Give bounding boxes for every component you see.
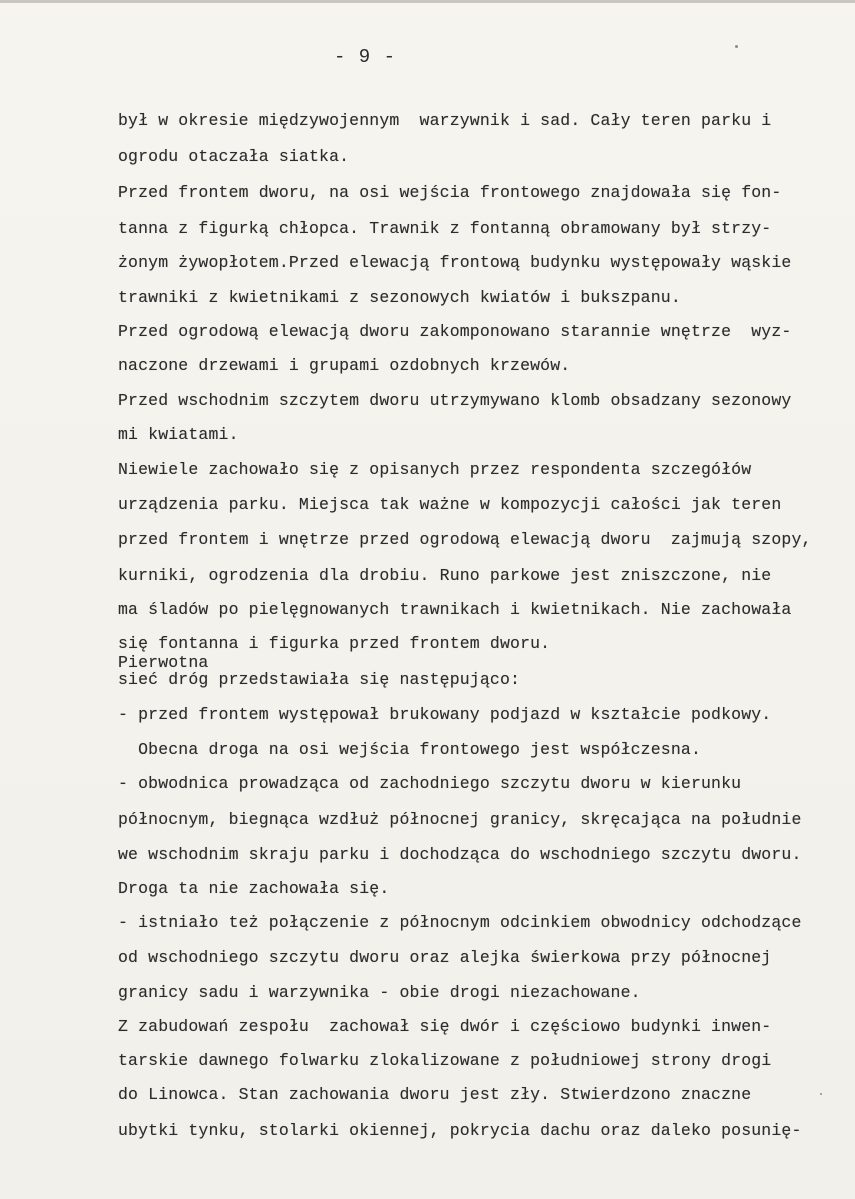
page-top-edge: [0, 0, 855, 3]
text-line: Przed wschodnim szczytem dworu utrzymywano klomb obsadzany sezonowy: [118, 391, 792, 410]
page-number: - 9 -: [333, 46, 396, 68]
text-line: się fontanna i figurka przed frontem dworu.: [118, 634, 551, 653]
text-line: ma śladów po pielęgnowanych trawnikach i kwietnikach. Nie zachowała: [118, 600, 792, 619]
text-line: granicy sadu i warzywnika - obie drogi niezachowane.: [118, 983, 641, 1002]
text-line: Droga ta nie zachowała się.: [118, 879, 390, 898]
list-item: - istniało też połączenie z północnym odcinkiem obwodnicy odchodzące: [118, 913, 802, 932]
list-item: - przed frontem występował brukowany podjazd w kształcie podkowy.: [118, 705, 772, 724]
ink-speck: [820, 1093, 822, 1095]
text-line: przed frontem i wnętrze przed ogrodową elewacją dworu zajmują szopy,: [118, 530, 812, 549]
text-line: tanna z figurką chłopca. Trawnik z fontanną obramowany był strzy-: [118, 219, 772, 238]
ink-speck: [735, 45, 738, 48]
text-line: był w okresie międzywojennym warzywnik i sad. Cały teren parku i: [118, 111, 772, 130]
text-line: sieć dróg przedstawiała się następująco:: [118, 670, 521, 689]
text-line: żonym żywopłotem.Przed elewacją frontową budynku występowały wąskie: [118, 253, 792, 272]
text-line: trawniki z kwietnikami z sezonowych kwiatów i bukszpanu.: [118, 288, 681, 307]
text-line: urządzenia parku. Miejsca tak ważne w kompozycji całości jak teren: [118, 495, 782, 514]
text-line: Niewiele zachowało się z opisanych przez respondenta szczegółów: [118, 460, 752, 479]
text-line: ogrodu otaczała siatka.: [118, 147, 350, 166]
text-line: tarskie dawnego folwarku zlokalizowane z południowej strony drogi: [118, 1051, 772, 1070]
text-line: Przed frontem dworu, na osi wejścia frontowego znajdowała się fon-: [118, 183, 782, 202]
text-line: ubytki tynku, stolarki okiennej, pokrycia dachu oraz daleko posunię-: [118, 1121, 802, 1140]
text-line: Z zabudowań zespołu zachował się dwór i częściowo budynki inwen-: [118, 1017, 772, 1036]
text-line: Obecna droga na osi wejścia frontowego jest współczesna.: [118, 740, 701, 759]
list-item: - obwodnica prowadząca od zachodniego szczytu dworu w kierunku: [118, 774, 742, 793]
text-line: we wschodnim skraju parku i dochodząca do wschodniego szczytu dworu.: [118, 845, 802, 864]
text-line: naczone drzewami i grupami ozdobnych krzewów.: [118, 356, 571, 375]
text-line-overtyped: Pierwotna: [118, 653, 209, 672]
text-line: Przed ogrodową elewacją dworu zakomponowano starannie wnętrze wyz-: [118, 322, 792, 341]
text-line: mi kwiatami.: [118, 425, 239, 444]
text-line: północnym, biegnąca wzdłuż północnej granicy, skręcająca na południe: [118, 810, 802, 829]
text-line: kurniki, ogrodzenia dla drobiu. Runo parkowe jest zniszczone, nie: [118, 566, 772, 585]
text-line: do Linowca. Stan zachowania dworu jest zły. Stwierdzono znaczne: [118, 1085, 752, 1104]
text-line: od wschodniego szczytu dworu oraz alejka świerkowa przy północnej: [118, 948, 772, 967]
